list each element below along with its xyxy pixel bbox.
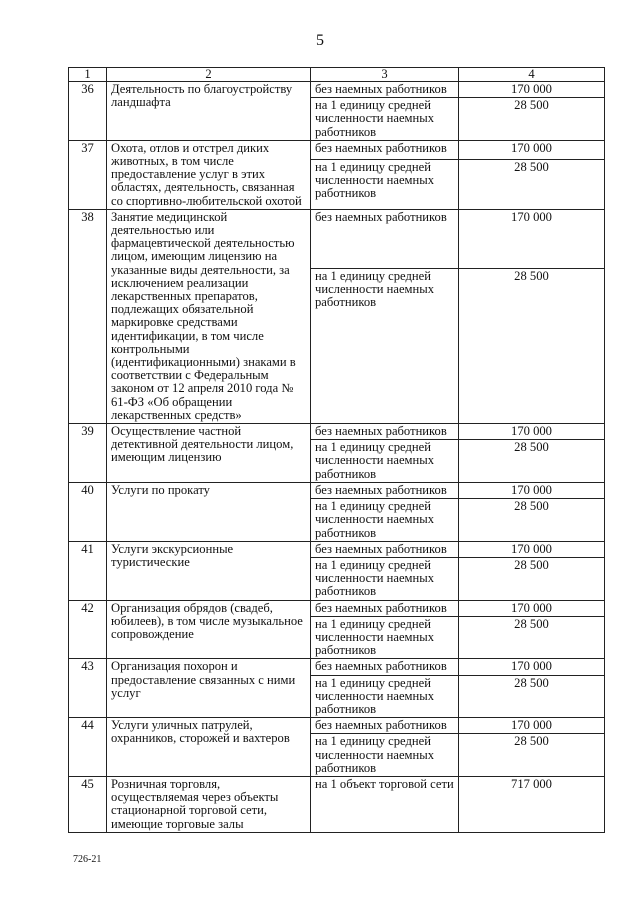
worker-category: без наемных работников — [311, 140, 459, 159]
worker-category: на 1 единицу средней численности наемных работников — [311, 734, 459, 777]
income-value: 170 000 — [459, 482, 605, 498]
worker-category: без наемных работников — [311, 209, 459, 268]
row-number: 36 — [69, 82, 107, 141]
income-value: 28 500 — [459, 675, 605, 718]
income-value: 28 500 — [459, 734, 605, 777]
worker-category: на 1 единицу средней численности наемных работников — [311, 499, 459, 542]
worker-category: без наемных работников — [311, 424, 459, 440]
income-value: 170 000 — [459, 600, 605, 616]
row-number: 37 — [69, 140, 107, 209]
income-value: 28 500 — [459, 557, 605, 600]
worker-category: на 1 единицу средней численности наемных работников — [311, 675, 459, 718]
worker-category: на 1 единицу средней численности наемных работников — [311, 440, 459, 483]
table-row — [69, 82, 605, 98]
table-row — [69, 209, 605, 268]
income-value: 170 000 — [459, 424, 605, 440]
income-value: 170 000 — [459, 659, 605, 675]
header-col-2: 2 — [107, 68, 311, 82]
row-number: 42 — [69, 600, 107, 659]
worker-category: на 1 единицу средней численности наемных работников — [311, 557, 459, 600]
income-value: 170 000 — [459, 718, 605, 734]
document-code: 726-21 — [73, 854, 102, 865]
worker-category: на 1 единицу средней численности наемных работников — [311, 268, 459, 423]
activity-description: Розничная торговля, осуществляемая через объекты стационарной торговой сети, имеющие торговые залы — [107, 776, 311, 832]
row-number: 39 — [69, 424, 107, 483]
table-row — [69, 140, 605, 159]
activity-description: Услуги экскурсионные туристические — [107, 541, 311, 600]
table-row — [69, 482, 605, 498]
row-number: 44 — [69, 718, 107, 777]
header-col-1: 1 — [69, 68, 107, 82]
table-row — [69, 424, 605, 440]
row-number: 45 — [69, 776, 107, 832]
worker-category: на 1 единицу средней численности наемных работников — [311, 98, 459, 141]
income-value: 28 500 — [459, 159, 605, 209]
activity-description: Занятие медицинской деятельностью или фармацевтической деятельностью лицом, имеющим лицензию на указанные виды деятельности, за исключением реализации лекарственных препаратов, подлежащих обязательной маркировке средствами идентификации, в том числе контрольными (идентификационными) знаками в соответствии с Федеральным законом от 12 апреля 2010 года № 61-ФЗ «Об обращении лекарственных средств» — [107, 209, 311, 423]
income-value: 170 000 — [459, 541, 605, 557]
table-row — [69, 659, 605, 675]
income-value: 28 500 — [459, 268, 605, 423]
income-value: 717 000 — [459, 776, 605, 832]
row-number: 43 — [69, 659, 107, 718]
worker-category: на 1 единицу средней численности наемных работников — [311, 159, 459, 209]
worker-category: на 1 единицу средней численности наемных работников — [311, 616, 459, 659]
income-value: 170 000 — [459, 82, 605, 98]
activity-description: Осуществление частной детективной деятельности лицом, имеющим лицензию — [107, 424, 311, 483]
activity-description: Организация похорон и предоставление связанных с ними услуг — [107, 659, 311, 718]
worker-category: без наемных работников — [311, 600, 459, 616]
worker-category: на 1 объект торговой сети — [311, 776, 459, 832]
row-number: 38 — [69, 209, 107, 423]
tax-rate-table — [68, 67, 605, 833]
worker-category: без наемных работников — [311, 718, 459, 734]
income-value: 170 000 — [459, 209, 605, 268]
income-value: 28 500 — [459, 616, 605, 659]
activity-description: Организация обрядов (свадеб, юбилеев), в том числе музыкальное сопровождение — [107, 600, 311, 659]
activity-description: Услуги уличных патрулей, охранников, сторожей и вахтеров — [107, 718, 311, 777]
table-row — [69, 718, 605, 734]
header-col-4: 4 — [459, 68, 605, 82]
header-col-3: 3 — [311, 68, 459, 82]
row-number: 40 — [69, 482, 107, 541]
table-header-row — [69, 68, 605, 82]
activity-description: Охота, отлов и отстрел диких животных, в том числе предоставление услуг в этих областях, деятельность, связанная со спортивно-любительской охотой — [107, 140, 311, 209]
table-row — [69, 541, 605, 557]
income-value: 28 500 — [459, 499, 605, 542]
income-value: 28 500 — [459, 440, 605, 483]
table-row — [69, 600, 605, 616]
activity-description: Услуги по прокату — [107, 482, 311, 541]
row-number: 41 — [69, 541, 107, 600]
page-number: 5 — [316, 32, 324, 49]
worker-category: без наемных работников — [311, 482, 459, 498]
income-value: 170 000 — [459, 140, 605, 159]
activity-description: Деятельность по благоустройству ландшафта — [107, 82, 311, 141]
worker-category: без наемных работников — [311, 659, 459, 675]
worker-category: без наемных работников — [311, 82, 459, 98]
table-row — [69, 776, 605, 832]
income-value: 28 500 — [459, 98, 605, 141]
worker-category: без наемных работников — [311, 541, 459, 557]
table-body — [69, 82, 605, 833]
